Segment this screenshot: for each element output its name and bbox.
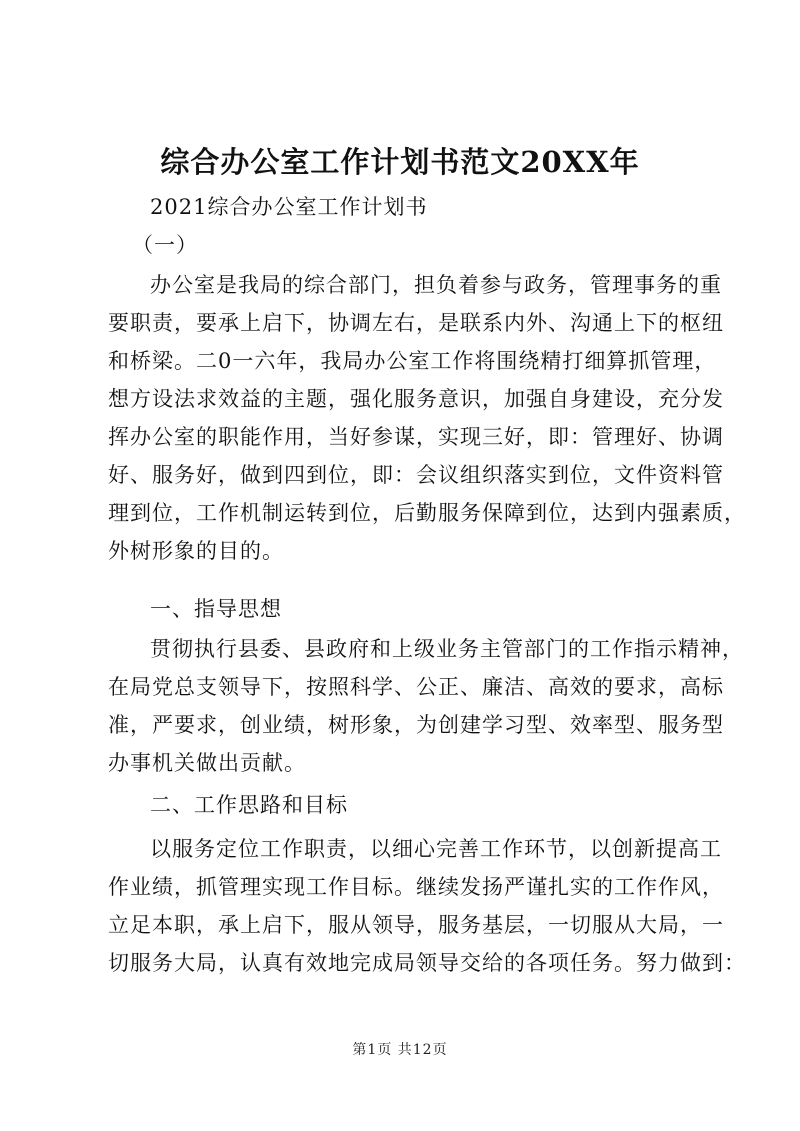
section-heading: 二、工作思路和目标 bbox=[150, 793, 348, 817]
section-2 bbox=[108, 786, 708, 824]
subtitle-block bbox=[108, 188, 708, 264]
document-subtitle: 2021综合办公室工作计划书 bbox=[150, 195, 428, 219]
paragraph-line: 办公室是我局的综合部门，担负着参与政务，管理事务的重 bbox=[150, 273, 722, 297]
paragraph-line: 好、服务好，做到四到位，即：会议组织落实到位，文件资料管 bbox=[108, 463, 724, 487]
paragraph-line: 要职责，要承上启下，协调左右，是联系内外、沟通上下的枢纽 bbox=[108, 311, 724, 335]
section-heading: 一、指导思想 bbox=[150, 597, 282, 621]
paragraph-line: 以服务定位工作职责，以细心完善工作环节，以创新提高工 bbox=[150, 837, 722, 861]
paragraph-line: 作业绩，抓管理实现工作目标。继续发扬严谨扎实的工作作风， bbox=[108, 875, 724, 899]
paragraph-line: 切服务大局，认真有效地完成局领导交给的各项任务。努力做到： bbox=[108, 951, 746, 975]
section-1-paragraph bbox=[108, 630, 744, 782]
paragraph-line: 外树形象的目的。 bbox=[108, 539, 284, 563]
paragraph-line: 办事机关做出贡献。 bbox=[108, 751, 306, 775]
paragraph-line: 理到位，工作机制运转到位，后勤服务保障到位，达到内强素质， bbox=[108, 501, 746, 525]
paragraph-line: 和桥梁。二0一六年，我局办公室工作将围绕精打细算抓管理， bbox=[108, 349, 717, 373]
paragraph-line: 准，严要求，创业绩，树形象，为创建学习型、效率型、服务型 bbox=[108, 713, 724, 737]
paragraph-line: 挥办公室的职能作用，当好参谋，实现三好，即：管理好、协调 bbox=[108, 425, 724, 449]
paragraph-line: 想方设法求效益的主题，强化服务意识，加强自身建设，充分发 bbox=[108, 387, 724, 411]
document-title: 综合办公室工作计划书范文20XX年 bbox=[160, 145, 640, 179]
intro-paragraph bbox=[108, 266, 746, 570]
paragraph-line: 在局党总支领导下，按照科学、公正、廉洁、高效的要求，高标 bbox=[108, 675, 724, 699]
section-1 bbox=[108, 590, 708, 628]
section-2-paragraph bbox=[108, 830, 746, 982]
paragraph-line: 立足本职，承上启下，服从领导，服务基层，一切服从大局，一 bbox=[108, 913, 724, 937]
part-marker: （一） bbox=[132, 233, 198, 257]
paragraph-line: 贯彻执行县委、县政府和上级业务主管部门的工作指示精神， bbox=[150, 637, 744, 661]
page-footer: 第1页 共12页 bbox=[352, 1042, 448, 1058]
